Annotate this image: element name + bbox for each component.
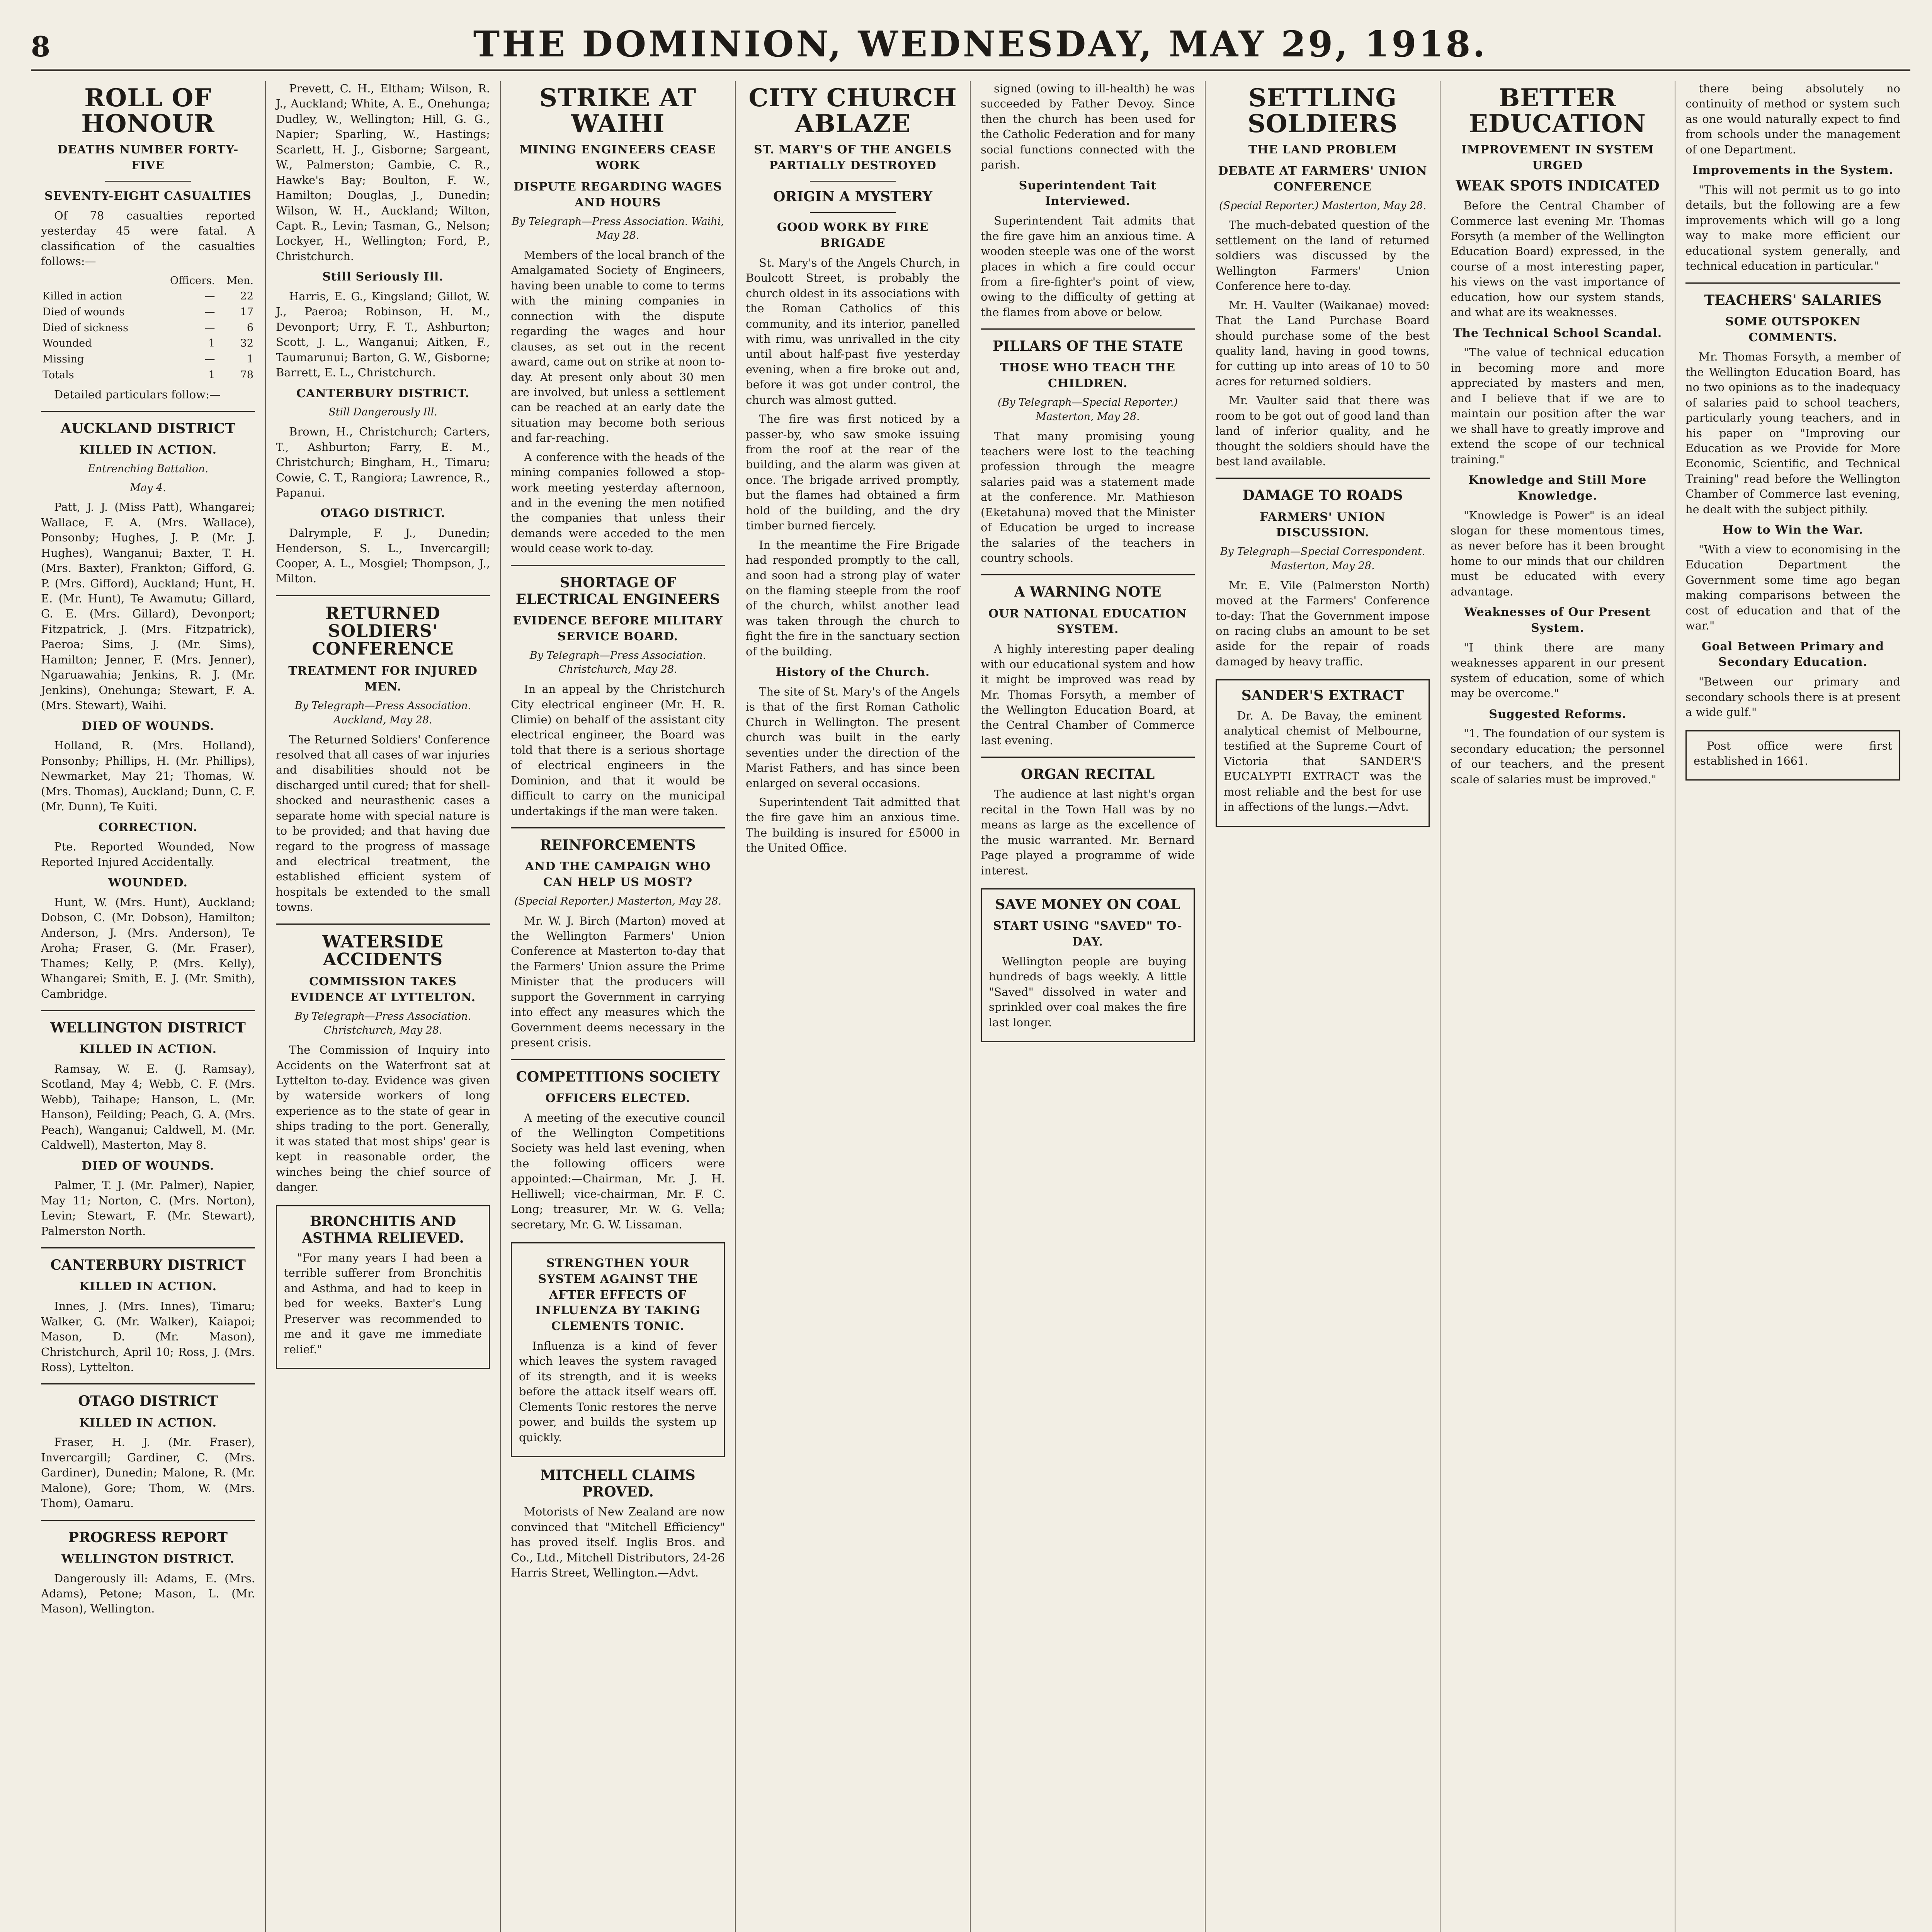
story-text: The site of St. Mary's of the Angels is that of the first Roman Catholic Church in Wellington. The present church was built in the early seventies under the direction of the Marist Fathers, and has since been enlarged on several occasions. [746,685,960,790]
story-headline: BETTER EDUCATION [1469,83,1646,139]
table-cell: — [204,290,215,303]
column-3 [501,81,736,1932]
table-cell: 78 [240,369,253,381]
casualty-list: Patt, J. J. (Miss Patt), Whangarei; Wallace, F. A. (Mrs. Wallace), Ponsonby; Hughes, J. P. (Mr. J. Hughes), Wanganui; Baxter, T. H. (Mrs. Baxter), Frankton; Gifford, G. P. (Mrs. Gifford), Auckland; Hunt, H. E. (Mr. Hunt), Te Awamutu; Gillard, G. E. (Mrs. Gillard), Devonport; Fitzpatrick, J. (Mrs. Fitzpatrick), Paeroa; Sims, J. (Mr. Sims), Hamilton; Jenner, F. (Mrs. Jenner), Ngaruawahia; Jenkins, R. J. (Mr. Jenkins), Onehunga; Stewart, F. A. (Mrs. Stewart), Waihi. [41,500,255,712]
casualty-list: Innes, J. (Mrs. Innes), Timaru; Walker, G. (Mr. Walker), Kaiapoi; Mason, D. (Mr. Mason), Christchurch, April 10; Ross, J. (Mrs. Ross), Lyttelton. [41,1299,255,1374]
table-row [41,320,255,336]
section-heading: The Technical School Scandal. [1453,326,1662,340]
divider [41,411,255,412]
column-6 [1206,81,1440,1932]
table-cell: 1 [208,337,215,350]
table-cell: Missing [43,353,84,366]
divider [511,827,725,828]
story-headline: STRIKE AT WAIHI [539,83,697,139]
story-text: The fire was first noticed by a passer-by, who saw smoke issuing from the roof at the rear of the building, and the alarm was given at once. The brigade arrived promptly, but the flames had obtained a firm hold of the building, and the dry timber burned fiercely. [746,412,960,532]
casualty-list: Harris, E. G., Kingsland; Gillot, W. J., Paeroa; Robinson, H. M., Devonport; Urry, F. T., Ashburton; Scott, J. L., Wanganui; Aitken, F., Taumarunui; Barton, G. W., Gisborne; Barrett, E. L., Christchurch. [276,290,490,379]
story-headline: ORGAN RECITAL [1020,766,1155,783]
story-subheading: ORIGIN A MYSTERY [773,188,932,205]
casualties-table [41,273,255,383]
divider [276,595,490,596]
story-headline: RETURNED SOLDIERS' CONFERENCE [312,603,454,659]
casualty-list: Fraser, H. J. (Mr. Fraser), Invercargill; Gardiner, C. (Mrs. Gardiner), Dunedin; Malone, R. (Mr. Malone), Gore; Thom, W. (Mrs. Thom), Oamaru. [41,1435,255,1510]
divider [41,1247,255,1248]
roll-of-honour-heading: ROLL OF HONOUR [81,83,215,139]
casualty-list: Prevett, C. H., Eltham; Wilson, R. J., Auckland; White, A. E., Onehunga; Dudley, W., Wellington; Hill, G. G., Napier; Sparling, W., Hastings; Scarlett, H. J., Gisborne; Sargeant, W., Palmerston; Gambie, C. R., Hawke's Bay; Boulton, F. W., Hamilton; Douglas, J., Dunedin; Wilson, W. H., Auckland; Wilton, Capt. R., Levin; Tasman, G., Nelson; Lockyer, H., Wellington; Ford, P., Christchurch. [276,82,490,263]
section-heading: DIED OF WOUNDS. [82,719,214,733]
story-text: Mr. E. Vile (Palmerston North) moved at the Farmers' Conference to-day: That the Government impose on racing clubs an amount to be set aside for the repair of roads damaged by heavy traffic. [1216,578,1430,668]
story-subheading: COMMISSION TAKES EVIDENCE AT LYTTELTON. [290,975,476,1004]
divider [810,212,896,213]
story-text: Mr. W. J. Birch (Marton) moved at the Wellington Farmers' Union Conference at Masterton to-day that the Farmers' Union assure the Prime Minister that the producers will support the Government in carrying into effect any measures which the Government deems necessary in the present crisis. [511,914,725,1049]
columns [31,81,1910,1932]
story-text: Mr. Vaulter said that there was room to be got out of good land than land of inferior quality, and he thought the soldiers should have the best land available. [1216,394,1430,468]
story-headline: CITY CHURCH ABLAZE [748,83,957,139]
table-header-cell: Men. [226,274,253,287]
story-subheading: DISPUTE REGARDING WAGES AND HOURS [514,180,722,209]
table-cell: — [204,321,215,334]
story-text: The Returned Soldiers' Conference resolved that all cases of war injuries and disabilities should not be discharged until cured; that for shell-shocked and neurasthenic cases a separate home with special nature is to be provided; and that having due regard to the progress of massage and electrical treatment, the established efficient system of hospitals be extended to the small towns. [276,733,490,914]
column-5 [971,81,1206,1932]
subsection-label: Still Dangerously Ill. [328,406,437,418]
casualty-list: Ramsay, W. E. (J. Ramsay), Scotland, May 4; Webb, C. F. (Mrs. Webb), Taihape; Hanson, L. (Mr. Hanson), Feilding; Peach, G. A. (Mrs. Peach), Wanganui; Caldwell, M. (Mr. Caldwell), Masterton, May 8. [41,1062,255,1152]
story-text: That many promising young teachers were lost to the teaching profession through the meagre salaries paid was a statement made at the conference. Mr. Mathieson (Eketahuna) moved that the Minister of Education be urged to increase the salaries of the teachers in country schools. [981,429,1195,565]
story-text: A meeting of the executive council of the Wellington Competitions Society was held last evening, when the following officers were appointed:—Chairman, Mr. J. H. Helliwell; vice-chairman, Mr. F. C. Long; treasurer, Mr. W. G. Vella; secretary, Mr. G. W. Lissaman. [511,1111,725,1231]
story-subheading: AND THE CAMPAIGN WHO CAN HELP US MOST? [525,860,711,889]
divider [41,1383,255,1384]
section-heading: Goal Between Primary and Secondary Education. [1701,639,1884,669]
table-cell: 1 [208,369,215,381]
story-byline: By Telegraph—Press Association. Auckland, May 28. [294,700,471,726]
divider [511,565,725,566]
divider [981,328,1195,330]
column-1 [31,81,266,1932]
casualty-list: Brown, H., Christchurch; Carters, T., Ashburton; Farry, E. M., Christchurch; Bingham, H., Timaru; Cowie, C. T., Rangiora; Lawrence, R., Papanui. [276,425,490,499]
column-8 [1675,81,1910,1932]
advertisement [1685,730,1900,781]
ad-text: Post office were first established in 1661. [1694,739,1892,767]
table-cell: Totals [43,369,74,381]
district-heading: AUCKLAND DISTRICT [60,420,236,437]
story-text: "Between our primary and secondary schools there is at present a wide gulf." [1685,675,1900,719]
divider [41,1010,255,1011]
casualty-list: Dalrymple, F. J., Dunedin; Henderson, S. L., Invercargill; Cooper, A. L., Mosgiel; Thompson, J., Milton. [276,526,490,585]
table-cell: — [204,306,215,318]
divider [105,181,191,182]
story-byline: By Telegraph—Press Association. Waihi, May 28. [512,215,724,242]
section-heading: KILLED IN ACTION. [79,1280,217,1294]
ad-subheading: START USING "SAVED" TO-DAY. [993,919,1182,949]
story-text: The much-debated question of the settlement on the land of returned soldiers was discussed by the Wellington Farmers' Union Conference here to-day. [1216,218,1430,293]
deaths-subheading: DEATHS NUMBER FORTY-FIVE [57,143,239,173]
district-heading: PROGRESS REPORT [68,1529,228,1546]
table-row [41,289,255,304]
story-byline: By Telegraph—Special Correspondent. Masterton, May 28. [1220,546,1425,572]
story-text: Mr. Thomas Forsyth, a member of the Wellington Education Board, has no two opinions as to the inadequacy of salaries paid to school teachers, particularly young teachers, and in his paper on "Improving our Education as we Provide for More Economic, Scientific, and Technical Training" read before the Wellington Chamber of Commerce last evening, he dealt with the subject pithily. [1685,350,1900,516]
correction-text: Pte. Reported Wounded, Now Reported Injured Accidentally. [41,840,255,869]
table-row [41,336,255,352]
ad-headline: BRONCHITIS AND ASTHMA RELIEVED. [302,1213,464,1246]
divider [1685,282,1900,284]
divider [981,574,1195,575]
masthead [31,23,1910,71]
section-heading: WOUNDED. [108,876,188,890]
story-text: A conference with the heads of the mining companies followed a stop-work meeting yesterday afternoon, and in the evening the men notified the companies that unless their demands were acceded to the men would cease work to-day. [511,450,725,555]
divider [511,1059,725,1060]
section-heading: OTAGO DISTRICT. [320,507,446,520]
section-heading: Weaknesses of Our Present System. [1464,605,1651,635]
story-byline: By Telegraph—Press Association. Christchurch, May 28. [529,649,706,676]
story-byline: (Special Reporter.) Masterton, May 28. [514,895,722,907]
story-subheading: THOSE WHO TEACH THE CHILDREN. [1000,361,1176,391]
casualties-intro: Of 78 casualties reported yesterday 45 were fatal. A classification of the casualties follows:— [41,209,255,268]
story-text: St. Mary's of the Angels Church, in Boulcott Street, is probably the church oldest in its associations with the Roman Catholics of this community, and its interior, panelled with rimu, was unrivalled in the city until about half-past five yesterday evening, when a fire broke out and, before it was got under control, the church was almost gutted. [746,256,960,406]
divider [276,923,490,925]
story-headline: A WARNING NOTE [1014,584,1162,600]
ad-headline: STRENGTHEN YOUR SYSTEM AGAINST THE AFTER EFFECTS OF INFLUENZA BY TAKING CLEMENTS TONIC. [535,1257,701,1333]
table-header-cell: Officers. [170,274,215,287]
story-subheading: IMPROVEMENT IN SYSTEM URGED [1461,143,1654,173]
story-text: there being absolutely no continuity of method or system such as one would naturally expect to find from schools under the management of one Department. [1685,82,1900,156]
story-subheading: TREATMENT FOR INJURED MEN. [288,664,478,694]
ad-text: "For many years I had been a terrible sufferer from Bronchitis and Asthma, and had to keep in bed for weeks. Baxter's Lung Preserver was recommended to me and it gave me immediate relief." [284,1251,482,1356]
divider [41,1520,255,1521]
district-heading: CANTERBURY DISTRICT [50,1257,246,1274]
table-cell: Died of wounds [43,306,125,318]
section-heading: CORRECTION. [98,820,198,834]
ad-headline: SANDER'S EXTRACT [1241,687,1404,704]
advertisement [1216,679,1430,827]
ad-text: Wellington people are buying hundreds of bags weekly. A little "Saved" dissolved in water and sprinkled over coal makes the fire last longer. [989,954,1187,1029]
story-text: Before the Central Chamber of Commerce last evening Mr. Thomas Forsyth (a member of the Wellington Education Board) expressed, in the course of a most interesting paper, his views on the vast importance of education, how our system stands, and what are its weaknesses. [1451,199,1665,319]
story-text: "I think there are many weaknesses apparent in our present system of education, some of which may be overcome." [1451,641,1665,700]
section-heading: KILLED IN ACTION. [79,1416,217,1430]
casualty-list: Palmer, T. J. (Mr. Palmer), Napier, May 11; Norton, C. (Mrs. Norton), Levin; Stewart, F. (Mr. Stewart), Palmerston North. [41,1179,255,1238]
progress-text: Dangerously ill: Adams, E. (Mrs. Adams), Petone; Mason, L. (Mr. Mason), Wellington. [41,1571,255,1616]
divider [1216,478,1430,479]
section-heading: Superintendent Tait Interviewed. [1019,179,1157,208]
table-cell: Killed in action [43,290,122,303]
story-text: A highly interesting paper dealing with our educational system and how it might be improved was read by Mr. Thomas Forsyth, a member of the Wellington Education Board, at the Central Chamber of Commerce last evening. [981,642,1195,747]
casualty-list: Holland, R. (Mrs. Holland), Ponsonby; Phillips, H. (Mr. Phillips), Newmarket, May 21; Thomas, W. (Mrs. Thomas), Auckland; Dunn, C. F. (Mr. Dunn), Te Kuiti. [41,739,255,813]
column-4 [736,81,971,1932]
story-text: "This will not permit us to go into details, but the following are a few improvements which will go a long way to make more efficient our educational system generally, and technical education in particular." [1685,183,1900,273]
date-label: May 4. [130,481,166,494]
table-cell: Wounded [43,337,92,350]
table-row [41,352,255,367]
table-row [41,367,255,383]
story-byline: By Telegraph—Press Association. Christchurch, May 28. [294,1010,471,1037]
district-heading: OTAGO DISTRICT [78,1393,218,1410]
story-subheading: ST. MARY'S OF THE ANGELS PARTIALLY DESTROYED [753,143,952,173]
casualties-subheading: SEVENTY-EIGHT CASUALTIES [44,189,252,203]
story-text: Members of the local branch of the Amalgamated Society of Engineers, having been unable to come to terms with the mining companies in connection with the dispute regarding the wages and hour clauses, as set out in the recent award, came out on strike at noon to-day. At present only about 30 men are involved, but unless a settlement can be reached at an early date the situation may become both serious and far-reaching. [511,248,725,445]
section-heading: WELLINGTON DISTRICT. [61,1552,235,1566]
story-headline: REINFORCEMENTS [540,837,696,854]
column-2 [266,81,501,1932]
section-heading: DIED OF WOUNDS. [82,1159,214,1173]
table-row [41,304,255,320]
section-heading: KILLED IN ACTION. [79,443,217,457]
story-text: The Commission of Inquiry into Accidents on the Waterfront sat at Lyttelton to-day. Evidence was given by waterside workers of long experience as to the state of gear in ships trading to the port. Generally, it was stated that most ships' gear is kept in reasonable order, the winches being the chief source of danger. [276,1043,490,1194]
advertisement [981,888,1195,1042]
story-headline: MITCHELL CLAIMS PROVED. [540,1467,696,1500]
story-subheading: THE LAND PROBLEM [1248,143,1397,157]
story-text: In the meantime the Fire Brigade had responded promptly to the call, and soon had a strong play of water on the flaming steeple from the roof of the church, whilst another lead was taken through the church to fight the fire in the sanctuary section of the building. [746,538,960,658]
story-subheading: OUR NATIONAL EDUCATION SYSTEM. [988,607,1187,636]
story-byline: (By Telegraph—Special Reporter.) Masterton, May 28. [997,396,1178,423]
table-cell: 17 [240,306,253,318]
story-text: Mr. H. Vaulter (Waikanae) moved: That the Land Purchase Board should purchase some of the best quality land, having in good towns, for cutting up into areas of 10 to 50 acres for returned soldiers. [1216,298,1430,388]
section-heading: Suggested Reforms. [1489,707,1626,721]
column-7 [1440,81,1675,1932]
page-number: 8 [31,30,51,63]
story-text: Superintendent Tait admits that the fire gave him an anxious time. A wooden steeple was one of the worst places in which a fire could occur from a fire-fighter's point of view, owing to the difficulty of getting at the flames from above or below. [981,214,1195,319]
ad-headline: SAVE MONEY ON COAL [995,896,1180,913]
story-headline: SETTLING SOLDIERS [1247,83,1398,139]
story-subheading: EVIDENCE BEFORE MILITARY SERVICE BOARD. [513,614,723,643]
divider [810,181,896,182]
section-heading: KILLED IN ACTION. [79,1043,217,1056]
section-heading: Improvements in the System. [1692,163,1893,177]
story-text: "The value of technical education in becoming more and more appreciated by masters and men, and I believe that if we are to maintain our position after the war we shall have to greatly improve and extend the scope of our technical training." [1451,346,1665,466]
story-byline: (Special Reporter.) Masterton, May 28. [1219,199,1427,212]
story-text: The audience at last night's organ recital in the Town Hall was by no means as large as the excellence of the music warranted. Mr. Bernard Page played a programme of wide interest. [981,787,1195,877]
story-headline: TEACHERS' SALARIES [1704,292,1882,308]
story-subheading: GOOD WORK BY FIRE BRIGADE [777,221,929,250]
section-heading: History of the Church. [776,665,930,679]
story-headline: PILLARS OF THE STATE [992,338,1183,355]
story-subheading: MINING ENGINEERS CEASE WORK [519,143,716,173]
advertisement [511,1242,725,1457]
section-heading: Still Seriously Ill. [322,270,444,284]
story-text: "1. The foundation of our system is secondary education; the personnel of our teachers, and the present scale of salaries must be improved." [1451,727,1665,786]
story-subheading: WEAK SPOTS INDICATED [1456,177,1660,194]
detail-intro: Detailed particulars follow:— [54,388,221,401]
table-cell: — [204,353,215,366]
table-header-row [41,273,255,289]
section-heading: How to Win the War. [1723,523,1863,537]
table-cell: Died of sickness [43,321,129,334]
story-headline: WATERSIDE ACCIDENTS [322,932,444,969]
unit-label: Entrenching Battalion. [88,463,208,475]
story-subheading: OFFICERS ELECTED. [545,1091,690,1105]
story-subheading: SOME OUTSPOKEN COMMENTS. [1725,315,1861,344]
table-cell: 22 [240,290,253,303]
advertisement [276,1205,490,1369]
table-header-cell [41,273,155,289]
district-heading: WELLINGTON DISTRICT [50,1020,246,1036]
story-subheading: FARMERS' UNION DISCUSSION. [1260,510,1386,540]
divider [981,757,1195,758]
table-cell: 32 [240,337,253,350]
story-text: "Knowledge is Power" is an ideal slogan for these momentous times, as never before has it been brought home to our minds that our children must be educated with every advantage. [1451,509,1665,598]
story-subheading: DEBATE AT FARMERS' UNION CONFERENCE [1218,164,1427,194]
story-text: signed (owing to ill-health) he was succeeded by Father Devoy. Since then the church has been used for the Catholic Federation and for many social functions connected with the parish. [981,82,1195,172]
ad-text: Dr. A. De Bavay, the eminent analytical chemist of Melbourne, testified at the Supreme Court of Victoria that SANDER'S EUCALYPTI EXTRACT was the most reliable and the best for use in affections of the lungs.—Advt. [1224,709,1422,814]
story-text: Superintendent Tait admitted that the fire gave him an anxious time. The building is insured for £5000 in the United Office. [746,795,960,855]
ad-text: Influenza is a kind of fever which leaves the system ravaged of its strength, and it is weeks before the attack itself wears off. Clements Tonic restores the nerve power, and builds the system up quickly. [519,1339,717,1444]
story-text: In an appeal by the Christchurch City electrical engineer (Mr. H. R. Climie) on behalf of the assistant city electrical engineer, the Board was told that there is a serious shortage of electrical engineers in the Dominion, and that it would be difficult to carry on the municipal undertakings if the man were taken. [511,682,725,818]
story-text: Motorists of New Zealand are now convinced that "Mitchell Efficiency" has proved itself. Inglis Bros. and Co., Ltd., Mitchell Distributors, 24-26 Harris Street, Wellington.—Advt. [511,1505,725,1580]
section-heading: CANTERBURY DISTRICT. [296,386,469,400]
newspaper-title: THE DOMINION, WEDNESDAY, MAY 29, 1918. [473,23,1488,65]
story-headline: DAMAGE TO ROADS [1242,487,1403,504]
story-headline: COMPETITIONS SOCIETY [516,1068,720,1085]
section-heading: Knowledge and Still More Knowledge. [1468,473,1647,503]
casualty-list: Hunt, W. (Mrs. Hunt), Auckland; Dobson, C. (Mr. Dobson), Hamilton; Anderson, J. (Mrs. Anderson), Te Aroha; Fraser, G. (Mr. Fraser), Thames; Kelly, P. (Mrs. Kelly), Whangarei; Smith, E. J. (Mr. Smith), Cambridge. [41,895,255,1000]
story-text: "With a view to economising in the Education Department the Government some time ago began making comparisons between the cost of education and that of the war." [1685,543,1900,633]
story-headline: SHORTAGE OF ELECTRICAL ENGINEERS [515,574,720,607]
table-cell: 1 [247,353,253,366]
table-cell: 6 [247,321,253,334]
